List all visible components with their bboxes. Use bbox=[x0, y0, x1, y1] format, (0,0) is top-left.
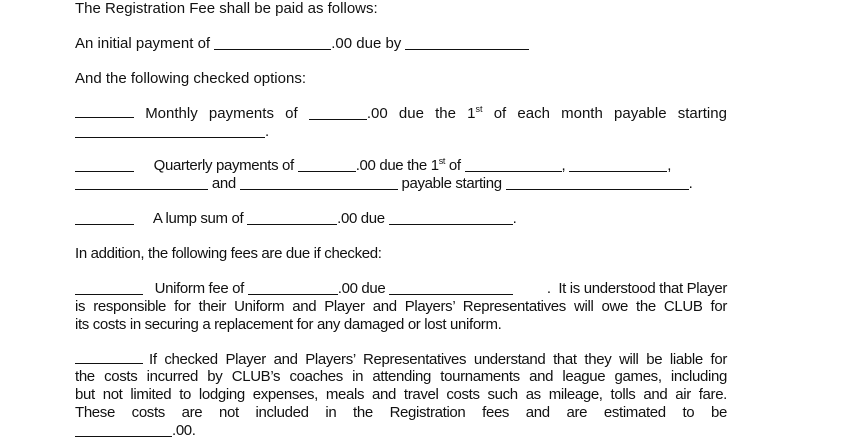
lump-sum-checkbox-field[interactable] bbox=[75, 211, 134, 225]
additional-fees-intro: In addition, the following fees are due if checked: bbox=[75, 245, 382, 262]
quarterly-checkbox-field[interactable] bbox=[75, 158, 134, 172]
lump-sum-due-date-field[interactable] bbox=[389, 211, 513, 225]
uniform-checkbox-field[interactable] bbox=[75, 281, 143, 295]
travel-option-line: If checked Player and Players’ Representatives understand that they will be liable for bbox=[75, 350, 727, 369]
travel-line-4: These costs are not included in the Registration fees and are estimated to be bbox=[75, 404, 727, 421]
uniform-option-line: Uniform fee of .00 due . It is understood that Player bbox=[75, 280, 727, 298]
monthly-option-line: Monthly payments of .00 due the 1st of each month payable starting bbox=[75, 104, 727, 123]
travel-estimate-amount-field[interactable] bbox=[75, 423, 172, 437]
quarterly-option-line: Quarterly payments of .00 due the 1st of , , bbox=[75, 157, 727, 175]
monthly-start-line: . bbox=[75, 123, 727, 141]
initial-payment-line: An initial payment of .00 due by bbox=[75, 35, 727, 53]
travel-line-2: the costs incurred by CLUB’s coaches in attending tournaments and league games, including bbox=[75, 368, 727, 385]
travel-line-3: but not limited to lodging expenses, meals and travel costs such as mileage, tolls and air fare. bbox=[75, 386, 727, 403]
monthly-amount-field[interactable] bbox=[309, 106, 367, 120]
quarterly-amount-field[interactable] bbox=[298, 158, 356, 172]
uniform-amount-field[interactable] bbox=[248, 281, 338, 295]
monthly-start-date-field[interactable] bbox=[75, 124, 265, 138]
monthly-checkbox-field[interactable] bbox=[75, 104, 134, 118]
travel-estimate-line: .00. bbox=[75, 422, 727, 440]
travel-checkbox-field[interactable] bbox=[75, 350, 143, 364]
initial-payment-amount-field[interactable] bbox=[214, 36, 331, 50]
quarterly-month-3-field[interactable] bbox=[75, 176, 208, 190]
lump-sum-option-line: A lump sum of .00 due . bbox=[75, 210, 727, 228]
uniform-due-date-field[interactable] bbox=[389, 281, 513, 295]
quarterly-month-2-field[interactable] bbox=[569, 158, 667, 172]
quarterly-start-date-field[interactable] bbox=[506, 176, 689, 190]
options-intro: And the following checked options: bbox=[75, 70, 306, 87]
uniform-line-3: its costs in securing a replacement for any damaged or lost uniform. bbox=[75, 316, 502, 333]
heading: The Registration Fee shall be paid as follows: bbox=[75, 0, 378, 17]
quarterly-second-line: and payable starting . bbox=[75, 175, 727, 193]
lump-sum-amount-field[interactable] bbox=[247, 211, 337, 225]
initial-payment-due-date-field[interactable] bbox=[405, 36, 529, 50]
quarterly-month-4-field[interactable] bbox=[240, 176, 398, 190]
quarterly-month-1-field[interactable] bbox=[465, 158, 562, 172]
uniform-line-2: is responsible for their Uniform and Player and Players’ Representatives will owe the CLUB for bbox=[75, 298, 727, 315]
